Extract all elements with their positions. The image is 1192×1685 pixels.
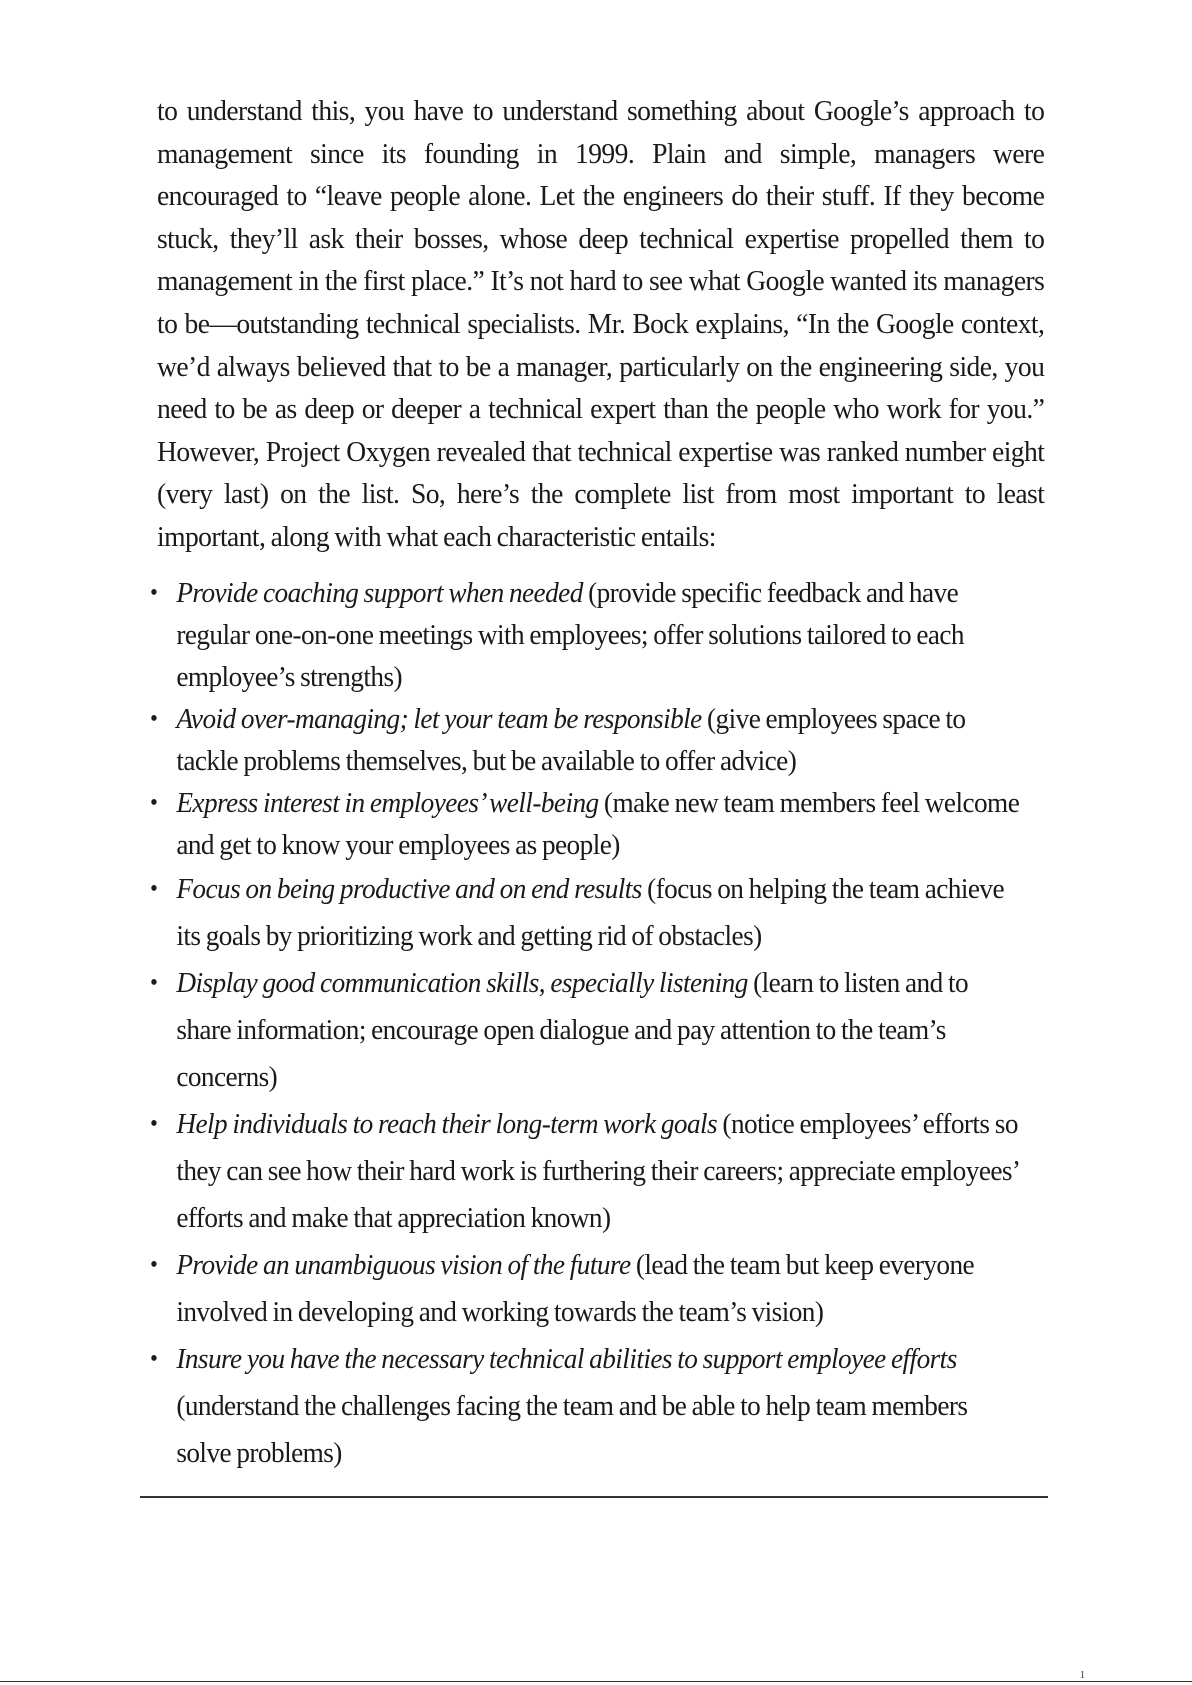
bullet-icon: •	[150, 580, 158, 606]
list-item	[150, 698, 1024, 782]
bullet-icon: •	[150, 1252, 158, 1278]
list-item	[150, 782, 1024, 866]
list-item-detail: (notice employees’ efforts so they can see how their hard work is furthering their careers; appreciate employees’ efforts and make that appreciation known)	[176, 1108, 1019, 1234]
list-item-detail: (make new team members feel welcome and get to know your employees as people)	[176, 787, 1020, 861]
list-item	[150, 866, 1024, 960]
characteristics-list	[150, 572, 1024, 1477]
bullet-icon: •	[150, 1346, 158, 1372]
list-item-lead: Display good communication skills, especially listening	[176, 967, 748, 999]
list-item	[150, 1336, 1024, 1477]
footer-divider	[140, 1496, 1048, 1498]
list-item-lead: Insure you have the necessary technical abilities to support employee efforts	[176, 1343, 957, 1375]
list-item-detail: (lead the team but keep everyone involved in developing and working towards the team’s vision)	[176, 1249, 975, 1328]
bullet-icon: •	[150, 706, 158, 732]
list-item-detail: (learn to listen and to share information; encourage open dialogue and pay attention to the team’s concerns)	[176, 967, 969, 1093]
list-item	[150, 572, 1024, 698]
list-item-detail: (focus on helping the team achieve its goals by prioritizing work and getting rid of obstacles)	[176, 873, 1005, 952]
list-item-lead: Provide an unambiguous vision of the future	[176, 1249, 631, 1281]
list-item-lead: Focus on being productive and on end results	[176, 873, 642, 905]
list-item-lead: Help individuals to reach their long-term work goals	[176, 1108, 718, 1140]
bullet-icon: •	[150, 876, 158, 902]
body-paragraph: to understand this, you have to understand something about Google’s approach to management since its founding in 1999. Plain and simple, managers were encouraged to “leave people alone. Let the engineers do their stuff. If they become stuck, they’ll ask their bosses, whose deep technical expertise propelled them to management in the first place.” It’s not hard to see what Google wanted its managers to be—outstanding technical specialists. Mr. Bock explains, “In the Google context, we’d always believed that to be a manager, particularly on the engineering side, you need to be as deep or deeper a technical expert than the people who work for you.” However, Project Oxygen revealed that technical expertise was ranked number eight (very last) on the list. So, here’s the complete list from most important to least important, along with what each characteristic entails:	[157, 95, 1045, 553]
list-item-lead: Provide coaching support when needed	[176, 577, 583, 609]
list-item-detail: (understand the challenges facing the team and be able to help team members solve problems)	[176, 1390, 968, 1469]
list-item	[150, 1101, 1024, 1242]
list-item	[150, 960, 1024, 1101]
bullet-icon: •	[150, 1111, 158, 1137]
page-bottom-edge	[0, 1681, 1192, 1682]
list-item	[150, 1242, 1024, 1336]
list-item-detail: (provide specific feedback and have regular one-on-one meetings with employees; offer solutions tailored to each employee’s strengths)	[176, 577, 965, 693]
list-item-detail: (give employees space to tackle problems themselves, but be available to offer advice)	[176, 703, 966, 777]
list-item-lead: Express interest in employees’ well-being	[176, 787, 599, 819]
bullet-icon: •	[150, 970, 158, 996]
page-mark: 1	[1080, 1670, 1085, 1681]
bullet-icon: •	[150, 790, 158, 816]
list-item-lead: Avoid over-managing; let your team be responsible	[176, 703, 702, 735]
